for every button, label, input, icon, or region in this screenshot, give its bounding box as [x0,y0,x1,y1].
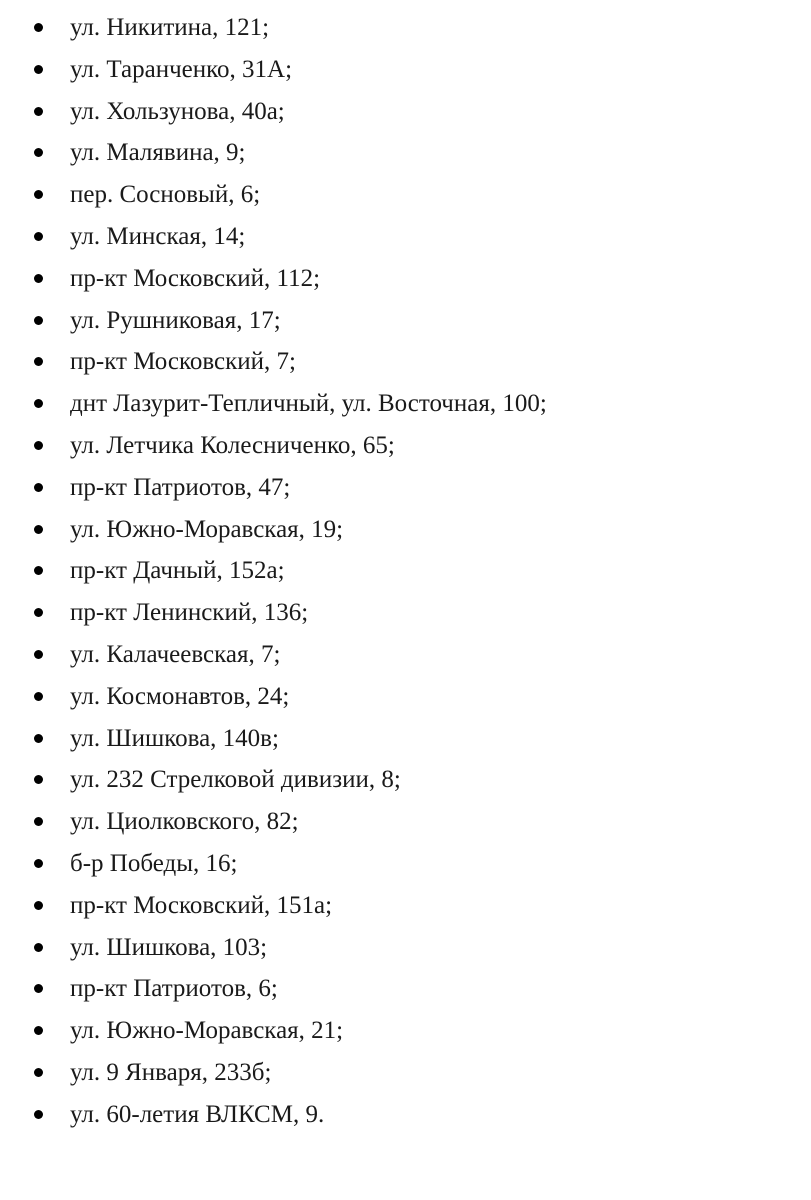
list-item [0,843,811,885]
bullet-icon [34,107,43,116]
bullet-icon [34,274,43,283]
address-text: ул. Никитина, 121; [70,14,270,41]
address-text: ул. Минская, 14; [70,222,246,250]
list-item [0,885,811,927]
address-text: ул. 60-летия ВЛКСМ, 9. [70,1100,325,1128]
list-item [0,258,811,300]
address-text: ул. Летчика Колесниченко, 65; [70,431,395,459]
address-text: ул. Рушниковая, 17; [70,306,281,334]
list-item [0,968,811,1010]
bullet-icon [34,1026,43,1035]
address-text: ул. Хользунова, 40а; [70,97,285,125]
address-text: пр-кт Патриотов, 47; [70,473,291,501]
bullet-icon [34,608,43,617]
address-text: пр-кт Московский, 151а; [70,891,333,919]
bullet-icon [34,817,43,826]
bullet-icon [34,525,43,534]
bullet-icon [34,734,43,743]
list-item [0,509,811,551]
address-text: днт Лазурит-Тепличный, ул. Восточная, 100; [70,390,547,418]
bullet-icon [34,441,43,450]
list-item [0,801,811,843]
bullet-icon [34,901,43,910]
address-text: пр-кт Ленинский, 136; [70,599,309,627]
document-page [0,7,811,1136]
address-text: ул. 232 Стрелковой дивизии, 8; [70,766,401,794]
address-text: ул. Южно-Моравская, 19; [70,515,344,543]
address-text: ул. Космонавтов, 24; [70,682,290,710]
list-item [0,7,811,49]
list-item [0,1010,811,1052]
list-item [0,718,811,760]
list-item [0,341,811,383]
bullet-icon [34,357,43,366]
list-item [0,759,811,801]
bullet-icon [34,483,43,492]
address-text: б-р Победы, 16; [70,849,238,877]
bullet-icon [34,23,43,32]
bullet-icon [34,692,43,701]
bullet-icon [34,399,43,408]
address-text: пр-кт Патриотов, 6; [70,975,278,1003]
list-item [0,676,811,718]
bullet-icon [34,190,43,199]
list-item [0,49,811,91]
address-text: ул. Шишкова, 140в; [70,724,279,752]
list-item [0,550,811,592]
address-list [0,7,811,1136]
list-item [0,132,811,174]
bullet-icon [34,984,43,993]
address-text: ул. Таранченко, 31А; [70,55,293,83]
bullet-icon [34,148,43,157]
bullet-icon [34,1068,43,1077]
list-item [0,425,811,467]
bullet-icon [34,232,43,241]
list-item [0,1094,811,1136]
list-item [0,91,811,133]
address-text: ул. Малявина, 9; [70,139,246,167]
address-text: ул. Шишкова, 103; [70,933,268,961]
list-item [0,383,811,425]
bullet-icon [34,650,43,659]
address-text: пер. Сосновый, 6; [70,181,261,209]
list-item [0,1052,811,1094]
bullet-icon [34,943,43,952]
list-item [0,174,811,216]
address-text: пр-кт Московский, 7; [70,348,297,376]
list-item [0,634,811,676]
address-text: ул. 9 Января, 233б; [70,1058,272,1086]
list-item [0,467,811,509]
bullet-icon [34,65,43,74]
bullet-icon [34,775,43,784]
address-text: пр-кт Московский, 112; [70,264,321,292]
address-text: ул. Калачеевская, 7; [70,640,281,668]
list-item [0,592,811,634]
address-text: пр-кт Дачный, 152а; [70,557,285,585]
bullet-icon [34,1110,43,1119]
list-item [0,927,811,969]
bullet-icon [34,859,43,868]
address-text: ул. Южно-Моравская, 21; [70,1017,344,1045]
bullet-icon [34,566,43,575]
address-text: ул. Циолковского, 82; [70,808,299,836]
list-item [0,216,811,258]
bullet-icon [34,316,43,325]
list-item [0,300,811,342]
